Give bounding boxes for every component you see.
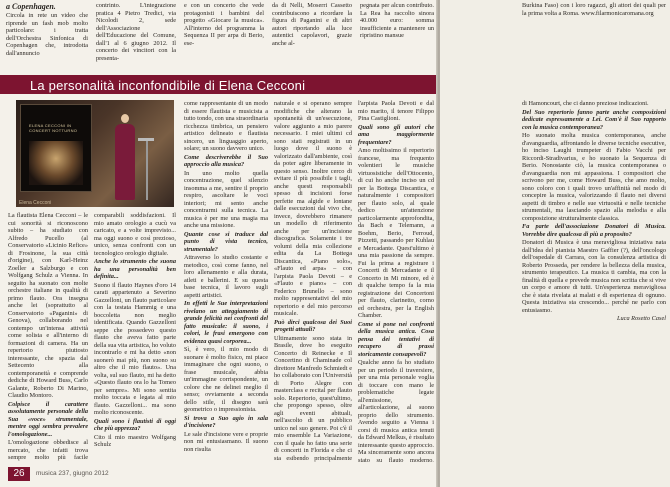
cd-image (29, 141, 83, 185)
question-1: Colpisce il carattere assolutamente personale della Sua «voce» strumentale, mentre oggi sembra prevalere l'omologazione... (8, 400, 88, 438)
answer-12: Donatori di Musica è una meravigliosa iniziativa nata dall'idea del pianista Maestro Gaffier (?), dell'oncologo dell'ospedale di Carrara, con la consulenza artistica di Roberto Prosseda, per rendere la bellezza della musica, strumento terapeutico. La musica ti cambia, ma con la finalità di quella e prevede musica non scritta che si vive un corpo e amore di tutti. Un'esperienza meravigliosa che è stata rivelata ai malati e di esperienza di ognuno. Questa iniziativa sta crescendo... perché ne parlo con entusiasmo. (522, 239, 666, 314)
top-column-3 (184, 2, 264, 72)
question-2: Anche lo strumento che suona ha una personalità ben definita... (94, 258, 176, 280)
question-10: Come si pone nei confronti della musica antica. Cosa pensa dei tentativi di recupero di prassi storicamente consapevoli? (358, 320, 434, 358)
answer-5: Attraverso lo studio costante e metodico, così come fanno, nel loro allenamento e alla durata, atleti e ballerini. E su questa base tecnica, il lavoro sugli aspetti artistici. (184, 254, 268, 299)
article-photo (16, 100, 174, 207)
body-text-5: l'arpista Paola Devoti e dal mio marito, il tenore Filippo Pina Castiglioni. (358, 100, 434, 122)
top-column-1 (6, 2, 88, 72)
answer-9: Amo moltissimo il repertorio francese, ma frequento volentieri le musiche virtuosistiche dell'Ottocento, di cui ho anche inciso un cd per la Bottega Discantica, e naturalmente i compositori per flauto solo, al quale dedico un'attenzione particolarmente approfondita, da Bach e Telemann, a Boehm, Berio, Ferroud, Pizzetti, passando per Kuhlau e Mercadante. Quest'ultimo è una mia passione da sempre. Fui la prima a registrare i Concerti di Mercadante e il Concerto in Mi minore, ed è di qualche tempo fa la mia registrazione dei Concertoni per flauto, clarinetto, corno ed orchestra, per la English Chamber. (358, 147, 434, 319)
right-top-column (522, 2, 666, 68)
answer-8: Ultimamente sono stata in Brasile, dove ho eseguito Concerto di Reinecke e Il Concertino di Chaminade col direttore Manfredo Schmiedt e ho collaborato con l'Università di Porto Alegre con masterclass e recital per flauto solo. Repertorio, quest'ultimo, che propongo spesso, oltre agli eventi abituali, nell'ascolto di un pubblico unico nel suo genere. Poi c'è il mio ensemble La Variazione, con il quale ho fatto una serie di concerti in Florida e che ci sta esibendo principalmente (274, 334, 352, 462)
answer-1: L'omologazione obbedisce al mercato, che infatti trova sempre molto più facile (8, 439, 88, 461)
body-column-4 (274, 100, 352, 462)
answer-10: Qualche anno fa ho studiato per un periodo il traversiere, per una mia personale voglia di toccare con mano le problematiche legate all'emissione, all'articolazione, al suono proprio dello strumento. Avendo seguito a Vienna i corsi di musica antica tenuti da Edward Melkus, è risultato interessante questo approccio. Ma sinceramente sono ancora stato su flauto moderno, (358, 359, 434, 462)
signature: Luca Rosetto Casel (617, 315, 666, 322)
answer-11: Ho suonato molta musica contemporanea, anche d'avanguardia, affrontando le diverse tecniche esecutive, ho inciso Laughi trumpeter di Fabio Vacchi per Riccordi-Stradivarius, e ho suonato la Sequenza di Berio. Nonostante ciò, la musica contemporanea o d'avanguardia non mi appassiona. I compositori che scrivono per me, come Howard Buss, che amo molto, sono coloro con i quali trovo un'affinità nel modo di concepire la musica, valorizzando il flauto nei diversi aspetti di timbro e nelle sue virtuosità e nelle tecniche strumentali, ma lasciando spazio alla melodia e alla composizione strutturalmente classica. (522, 132, 666, 222)
cd-cover (20, 104, 92, 192)
question-8: Può dirci qualcosa dei Suoi progetti attuali? (274, 318, 352, 333)
top-text-5: pegnata per alcun contributo. La Rea ha raccolto sinora 40.000 euro: somma insufficiente a mantenere un ripristino mansue (360, 2, 434, 39)
top-text-2: contrinto. L'integrazione pratica 4 Pietro Tredici, via Nicolodi 2, sede dell'Associazione dell'Educazione del Comune, dall'1 al 6 giugno 2012. Il concerto dei vincitori con la presenta- (96, 2, 176, 62)
body-text-4: naturale e si operano sempre modifiche che alterano la spontaneità di un'esecuzione, valore aggiunto a mio parere necessario. I miei ultimi cd sono stati registrati in un luogo dove il suono è valorizzato dall'ambiente, così da poter agire liberamente in questo senso. Inoltre cerco di evitare il più possibile i tagli, anche questi responsabili spesso di incisioni forse perfette ma algide e lontane dalle esecuzioni dal vivo che, invece, dovrebbero rimanere un modello di riferimento anche per un'incisione discografica. Solamente i tre volumi della mia collezione edita da La Bottega Discantica, «Piano solo», «Flauto ed arpa» – con l'arpista Paola Devoti – e «Flauto e piano» – con Federico Brunello – sono molto rappresentativi del mio repertorio e del mio percorso musicale. (274, 100, 352, 317)
page-number: 26 (8, 467, 30, 481)
question-3: Quali sono i flautisti di oggi che più apprezza? (94, 417, 176, 432)
body-column-2 (94, 212, 176, 462)
top-column-5 (360, 2, 434, 72)
question-9: Quali sono gli autori che ama maggiormente frequentare? (358, 123, 434, 146)
flautist-figure (112, 110, 138, 200)
top-text-4: da di Nelli, Moserri Cassetto contribuiscono a ricordare la figura di Paganini e di altri autori riportando alla luce autentici capolavori, grazie anche al- (272, 2, 352, 47)
body-text-1: La flautista Elena Cecconi – le cui sonorità si riconoscono subito – ha studiato con Alfredo Pucello (al Conservatorio «Licinio Refice» di Frosinone, la sua città d'origine), con Karl-Heinz Zoeller a Salzburgo e con Wolfgang Schulz a Vienna. In seguito ha suonato con molte orchestre italiane in qualità di primo flauto. Ora insegna anche lei (soprattutto al Conservatorio «Paganini» di Genova), collaborando nel contempo un'intensa attività come solista e all'interno di formazioni di camera. Ha un repertorio piuttosto interessante, che spazia dal Settecento alla contemporaneità e comprende dediche di Howard Buss, Carlo Galante, Roberto Di Marino, Claudio Montoro. (8, 212, 88, 399)
music-stand (146, 140, 148, 200)
top-text-1: Circola in rete un video che riprende un fash mob molto particolare: i tratta dell'Orchestra Sinfonica di Copenhagen che, introdotta dall'annuncio (6, 12, 88, 57)
right-page (440, 0, 670, 487)
body-text-3: come rappresentante di un modo di essere flautista e musicista a tutto tondo, con una straordinaria ricchezza timbrica, un pensiero artistico delineato e flautista sincero, un linguaggio aperto, solare; un suono davvero unico. (184, 100, 268, 152)
cd-title: ELENA CECCONI IN CONCERT NOTTURNO (29, 123, 78, 133)
top-column-4 (272, 2, 352, 72)
question-5: Quante cose si traduce dal punto di vista tecnico, strumentale? (184, 230, 268, 253)
answer-2: Suono il flauto Haynes d'oro 14 carati appartenuto a Severino Gazzelloni, un flauto particolare con la testata Hammig e una boccoletta non meglio identificata. Quando Gazzelloni seppe che possedevo questo flauto che aveva fatto parte della sua vita artistica, ho voluto incontrarlo e mi ha detto «non suonerò mai più, non suono su altro che il mio flauto». Una volta, sul suo flauto, mi ha detto «Questo flauto ora lo ha Tomeo per sempre». Mi sono sentita molto toccata e legata al mio flauto. Gazzelloni... ma sono molto riconoscente. (94, 281, 176, 416)
body-text-2: comparabili soddisfazioni. Il mio amato orologio a cucù va caricato, e a volte imprevisto... ma oggi suono e così prezioso, unico, senza confronti con un tecnologico orologio digitale. (94, 212, 176, 257)
answer-4: In uno molto quella concentrazione, quel silenzio insomma a me, sentire il proprio respiro, ascoltare le voci interiori; mi sento anche concentrarmi sulla tecnica. La musica è per me una magia ma anche una missione. (184, 169, 268, 229)
photo-caption: Elena Cecconi (19, 200, 52, 206)
answer-7: Le sale d'incisione vere e proprie non mi entusiasmano. Il suono non risulta (184, 430, 268, 453)
answer-6: Sì, è vero, il mio modo di suonare è molto fisico, mi piace immaginare che ogni suono, o frase musicale, abbia un'immagine corrispondente, un colore che ne delinei meglio il senso; ovviamente a seconda dello stile, il disegno sarà geometrico o impressionista. (184, 346, 268, 413)
question-12: Fa parte dell'associazione Donatori di Musica. Vorrebbe dire qualcosa di più a proposito? (522, 223, 666, 238)
right-body-column (522, 100, 666, 480)
top-text-3: e con un concerto che vede protagonisti i bambini del progetto «Giocare la musica». All'interno del programma la Sequenza II per arpa di Berio, ese- (184, 2, 264, 47)
footer-issue: musica 237, giugno 2012 (36, 470, 109, 477)
article-title: La personalità inconfondibile di Elena Cecconi (30, 78, 306, 93)
question-7: Si trova a Suo agio in sala d'incisione? (184, 414, 268, 429)
question-6: In effetti le Sue interpretazioni rivelano un atteggiamento di grande felicità nei confronti del fatto musicale: il suono, i colori, le frasi emergono con evidenza quasi corporea... (184, 300, 268, 345)
body-column-1 (8, 212, 88, 462)
right-top-text: Burkina Faso) con i loro ragazzi, gli attori dei quali per la prima volta a Roma. www.filarmonicaromana.org (522, 2, 666, 17)
top-column-2 (96, 2, 176, 72)
answer-3: Cito il mio maestro Wolfgang Schulz (94, 433, 176, 448)
right-text-1: di Hamoncourt, che ci danno preziose indicazioni. (522, 100, 649, 107)
body-column-3 (184, 100, 268, 462)
question-11: Del Suo repertorio fanno parte anche composizioni dedicate espressamente a Lei. Com'è il Suo rapporto con la musica contemporanea? (522, 108, 666, 131)
top-heading: a Copenhagen. (6, 2, 56, 11)
body-column-5 (358, 100, 434, 462)
question-4: Come descriverebbe il Suo approccio alla musica? (184, 153, 268, 168)
